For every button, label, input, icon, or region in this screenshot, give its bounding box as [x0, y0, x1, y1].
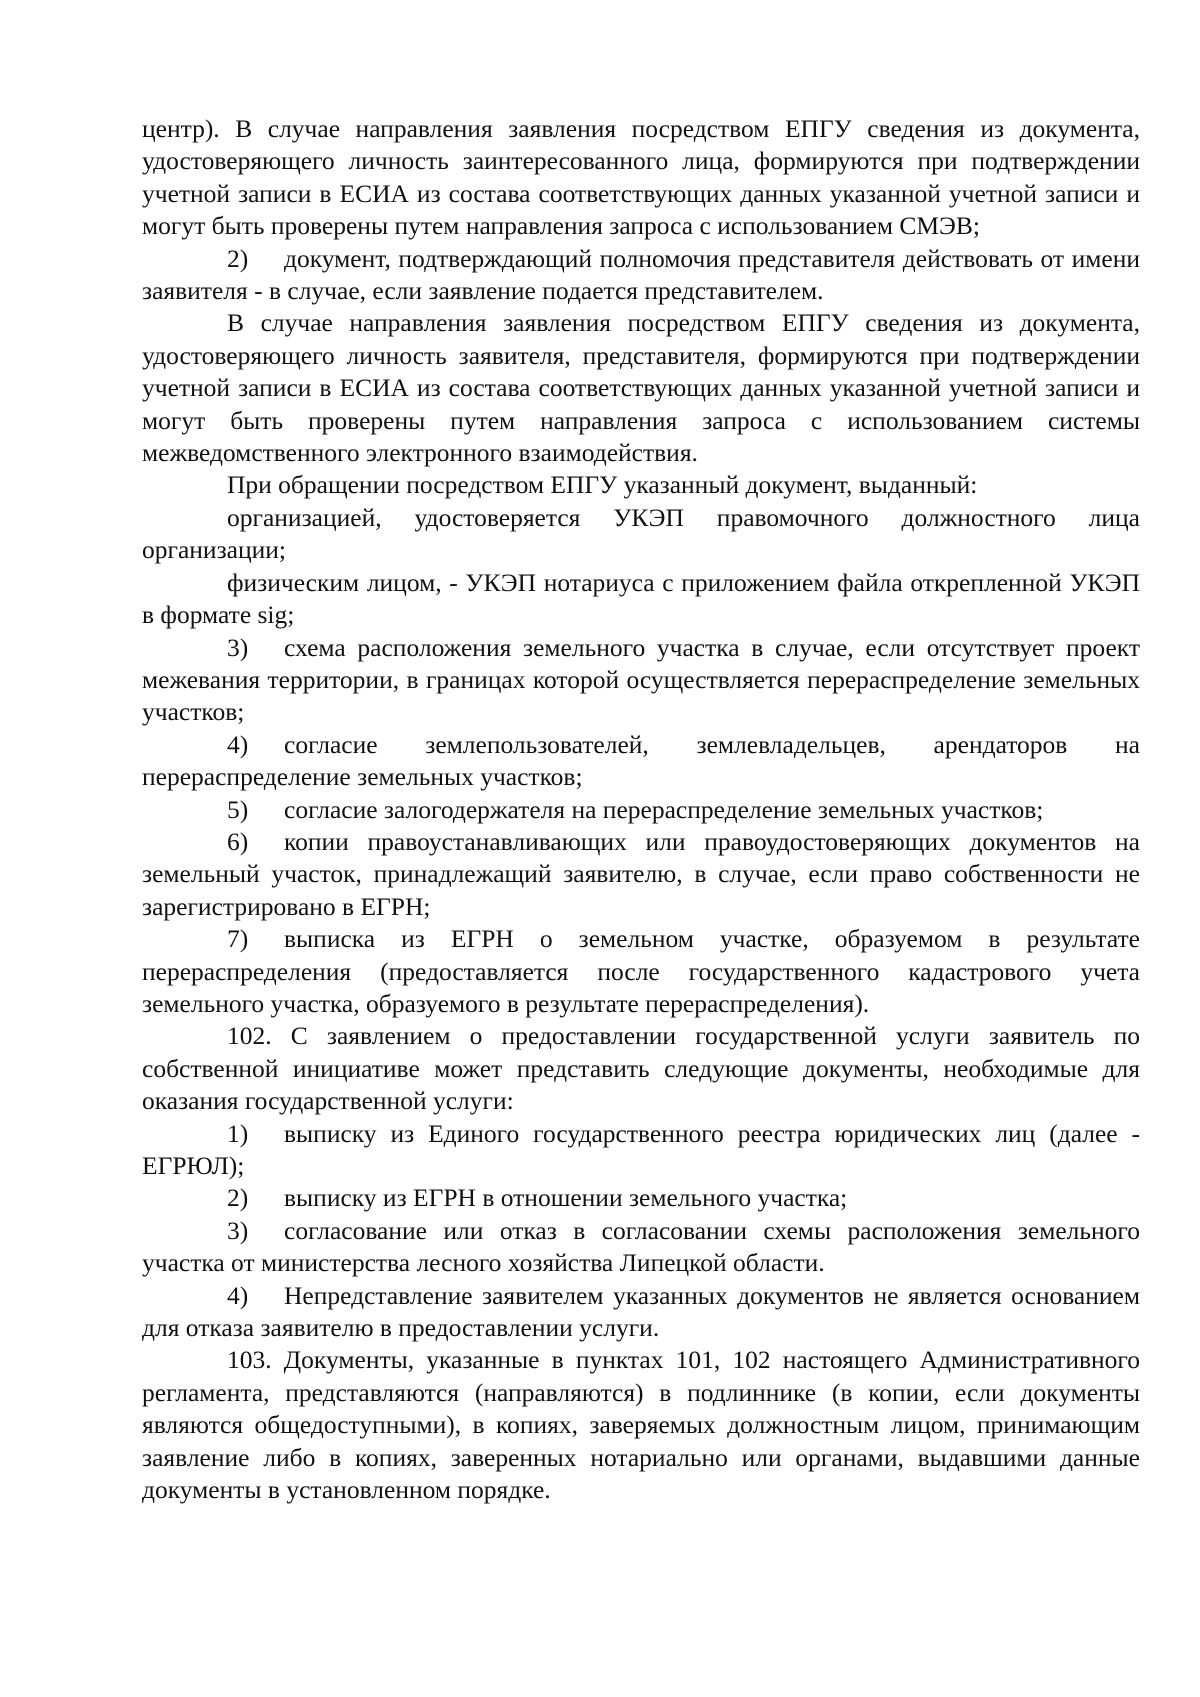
list-item: [142, 729, 1140, 794]
paragraph-text: В случае направления заявления посредством ЕПГУ сведения из документа, удостоверяющего личность заявителя, представителя, формируются при подтверждении учетной записи в ЕСИА из состава соответствующих данных указанной учетной записи и могут быть проверены путем направления запроса с использованием системы межведомственного электронного взаимодействия.: [142, 308, 1140, 468]
paragraph: [142, 469, 1140, 501]
list-item-number: 2): [227, 243, 249, 273]
list-item-number: 2): [227, 1183, 249, 1213]
paragraph-text: При обращении посредством ЕПГУ указанный документ, выданный:: [227, 470, 978, 500]
list-item: [142, 1118, 1140, 1183]
list-item-text: документ, подтверждающий полномочия представителя действовать от имени заявителя - в случае, если заявление подается представителем.: [142, 243, 1140, 306]
list-item-text: схема расположения земельного участка в случае, если отсутствует проект межевания территории, в границах которой осуществляется перераспределение земельных участков;: [142, 632, 1140, 727]
list-item: [142, 243, 1140, 308]
list-item: [142, 1182, 1140, 1214]
paragraph: [142, 567, 1140, 632]
list-item-number: 5): [227, 794, 249, 824]
list-item: [142, 1215, 1140, 1280]
list-item-text: Непредставление заявителем указанных документов не является основанием для отказа заявителю в предоставлении услуги.: [142, 1280, 1140, 1343]
paragraph: [142, 307, 1140, 469]
list-item: [142, 794, 1140, 826]
list-item-text: копии правоустанавливающих или правоудостоверяющих документов на земельный участок, принадлежащий заявителю, в случае, если право собственности не зарегистрировано в ЕГРН;: [142, 826, 1140, 921]
list-item-number: 3): [227, 632, 249, 662]
paragraph-text: 103. Документы, указанные в пунктах 101, 102 настоящего Административного регламента, представляются (направляются) в подлиннике (в копии, если документы являются общедоступными), в копиях, заверяемых должностным лицом, принимающим заявление либо в копиях, заверенных нотариально или органами, выдавшими данные документы в установленном порядке.: [142, 1345, 1140, 1505]
paragraph: [142, 1020, 1140, 1117]
list-item: [142, 1280, 1140, 1345]
paragraph: [142, 502, 1140, 567]
list-item-number: 1): [227, 1118, 249, 1148]
paragraph-text: физическим лицом, - УКЭП нотариуса с приложением файла открепленной УКЭП в формате sig;: [142, 567, 1140, 630]
list-item-text: согласование или отказ в согласовании схемы расположения земельного участка от министерства лесного хозяйства Липецкой области.: [142, 1215, 1140, 1278]
list-item-number: 3): [227, 1215, 249, 1245]
list-item-number: 4): [227, 729, 249, 759]
list-item: [142, 632, 1140, 729]
paragraph-text: 102. С заявлением о предоставлении государственной услуги заявитель по собственной инициативе может представить следующие документы, необходимые для оказания государственной услуги:: [142, 1021, 1140, 1116]
list-item-number: 4): [227, 1280, 249, 1310]
list-item: [142, 826, 1140, 923]
list-item-text: согласие залогодержателя на перераспределение земельных участков;: [284, 794, 1044, 824]
list-item-text: выписку из ЕГРН в отношении земельного участка;: [284, 1183, 848, 1213]
paragraph-text: организацией, удостоверяется УКЭП правомочного должностного лица организации;: [142, 502, 1140, 565]
list-item-text: выписка из ЕГРН о земельном участке, образуемом в результате перераспределения (предоставляется после государственного кадастрового учета земельного участка, образуемого в результате перераспределения).: [142, 924, 1140, 1018]
paragraph-text: центр). В случае направления заявления посредством ЕПГУ сведения из документа, удостоверяющего личность заинтересованного лица, формируются при подтверждении учетной записи в ЕСИА из состава соответствующих данных указанной учетной записи и могут быть проверены путем направления запроса с использованием СМЭВ;: [142, 114, 1140, 241]
list-item-number: 7): [227, 924, 249, 954]
list-item-number: 6): [227, 826, 249, 856]
list-item-text: согласие землепользователей, землевладельцев, арендаторов на перераспределение земельных участков;: [142, 729, 1140, 792]
list-item: [142, 923, 1140, 1020]
paragraph: [142, 1344, 1140, 1506]
document-page: [142, 113, 1140, 1506]
list-item-text: выписку из Единого государственного реестра юридических лиц (далее - ЕГРЮЛ);: [142, 1118, 1140, 1180]
paragraph: [142, 113, 1140, 243]
